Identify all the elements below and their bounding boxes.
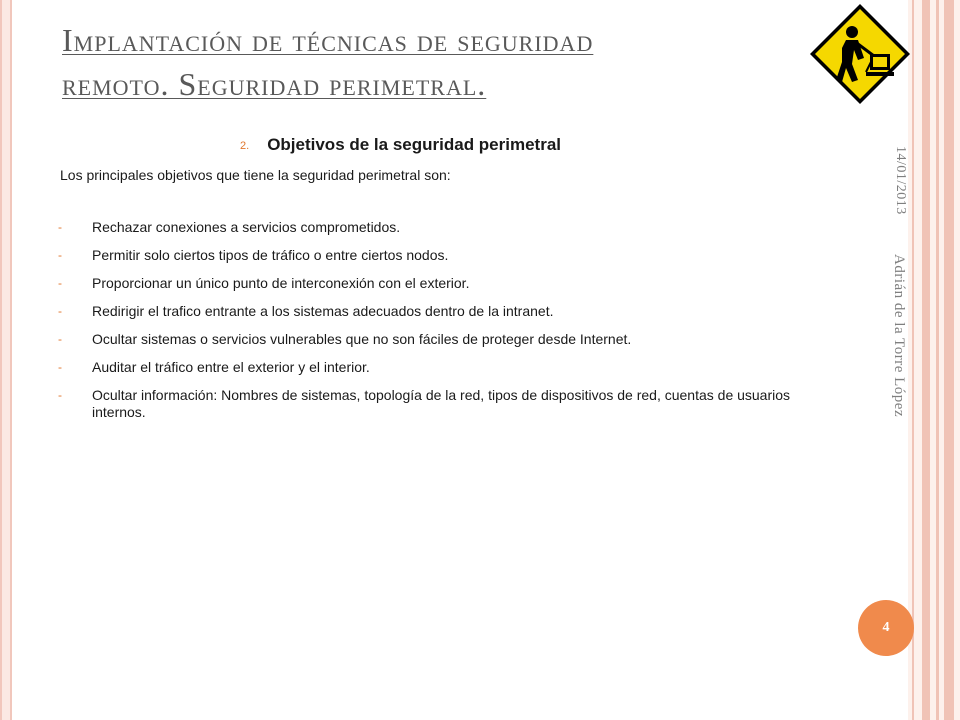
page-number: 4 [882,620,890,635]
bullet-dash: - [58,332,62,346]
objectives-list [58,219,818,432]
slide-title [62,18,822,106]
list-item-text: Proporcionar un único punto de interconexión con el exterior. [92,275,470,291]
list-item [58,219,818,236]
list-item [58,247,818,264]
list-item-text: Ocultar información: Nombres de sistemas, topología de la red, tipos de dispositivos de red, cuentas de usuarios internos. [92,387,791,420]
section-heading-text: Objetivos de la seguridad perimetral [267,135,562,154]
title-line-2: remoto. Seguridad perimetral. [62,66,487,102]
slide-date: 14/01/2013 [893,146,908,215]
under-construction-sign-icon [808,2,912,106]
list-item-text: Ocultar sistemas o servicios vulnerables que no son fáciles de proteger desde Internet. [92,331,632,347]
list-item-text: Auditar el tráfico entre el exterior y el interior. [92,359,370,375]
section-number: 2. [240,140,250,152]
list-item-text: Permitir solo ciertos tipos de tráfico o entre ciertos nodos. [92,247,449,263]
list-item [58,359,818,376]
bullet-dash: - [58,388,62,402]
bullet-dash: - [58,248,62,262]
list-item [58,331,818,348]
list-item [58,303,818,320]
bullet-dash: - [58,304,62,318]
title-line-1: Implantación de técnicas de seguridad [62,22,594,58]
list-item [58,275,818,292]
right-border-decoration [908,0,960,720]
list-item [58,387,818,421]
intro-text: Los principales objetivos que tiene la seguridad perimetral son: [60,167,451,183]
page-number-badge [858,600,914,656]
slide-author: Adrián de la Torre López [891,254,907,418]
bullet-dash: - [58,276,62,290]
left-border-decoration [0,0,12,720]
section-heading [240,135,561,155]
bullet-dash: - [58,360,62,374]
bullet-dash: - [58,220,62,234]
list-item-text: Redirigir el trafico entrante a los sistemas adecuados dentro de la intranet. [92,303,554,319]
list-item-text: Rechazar conexiones a servicios comprometidos. [92,219,401,235]
